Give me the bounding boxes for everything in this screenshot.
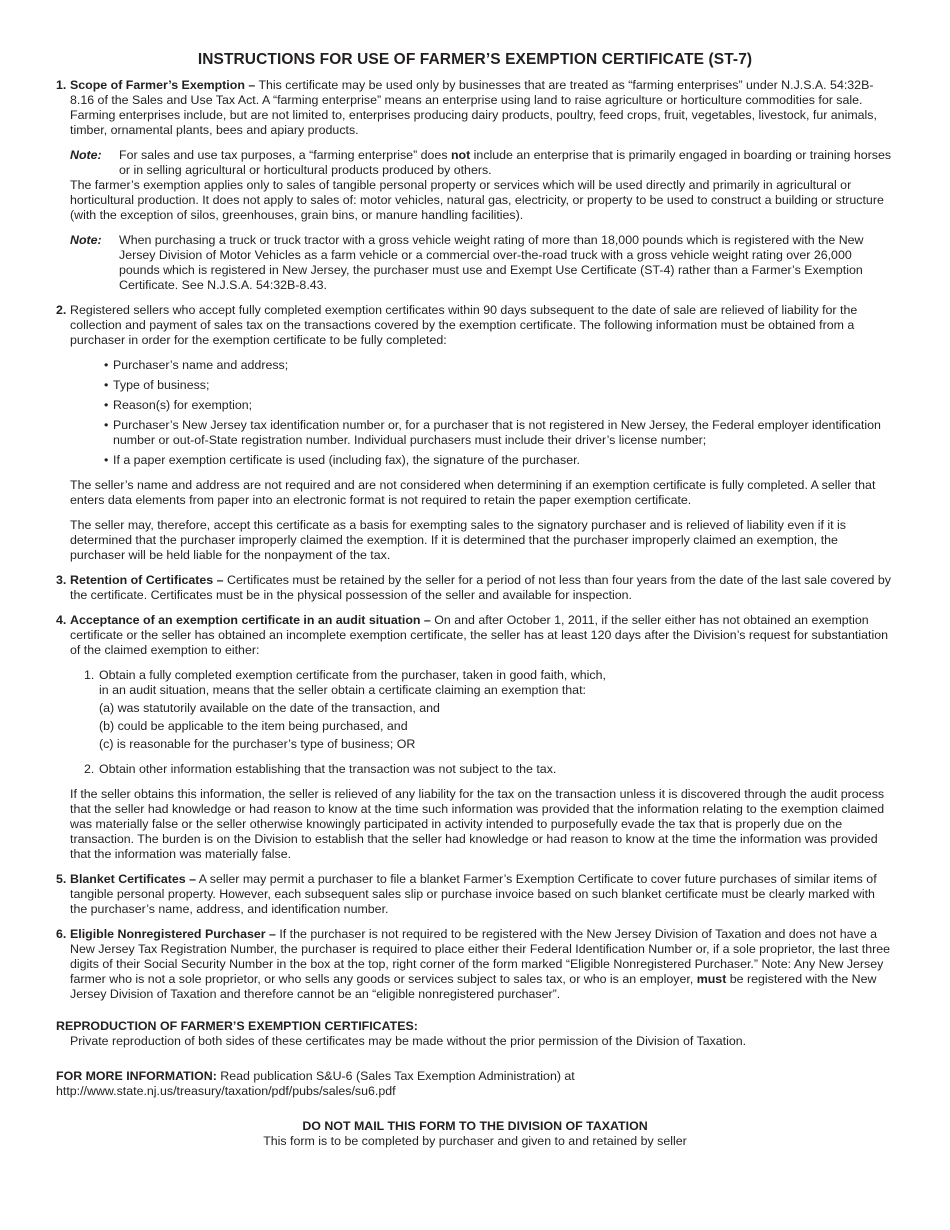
item-body: This certificate may be used only by businesses that are treated as “farming enterprises” under N.J.S.A. 54:32B-8.16 of the Sales and Use Tax Act. A “farming enterprise” means an enterprise using land to raise agriculture or horticulture commodities for sale. Farming enterprises include, but are not limited to, enterprises producing dairy products, poultry, feed crops, fruit, vegetables, livestock, fur animals, timber, ornamental plants, bees and apiary products.: [70, 78, 877, 137]
item-nonregistered: [56, 927, 894, 1002]
note-farming-enterprise: [56, 148, 894, 178]
note-text-bold: not: [450, 148, 471, 162]
section-text: Read publication S&U-6 (Sales Tax Exemption Administration) at: [216, 1069, 575, 1083]
item-number: 4.: [56, 613, 67, 627]
item-audit: [56, 613, 894, 862]
list-item: • If a paper exemption certificate is used (including fax), the signature of the purchaser.: [104, 453, 894, 468]
audit-option-1: [84, 668, 894, 752]
item-heading: Blanket Certificates –: [70, 872, 197, 886]
criteria-item: (c) is reasonable for the purchaser’s type of business; OR: [99, 737, 416, 751]
note-truck: [56, 233, 894, 293]
item-body-post: be registered with the New Jersey Division of Taxation and therefore cannot be an “eligible nonregistered purchaser”.: [70, 972, 877, 1001]
audit-relief-paragraph: If the seller obtains this information, the seller is relieved of any liability for the tax on the transaction unless it is discovered through the audit process that the seller had knowledge or had reason to know at the time such information was provided that the information relating to the exemption claimed was materially false or the seller otherwise knowingly participated in activity intended to purposefully evade the tax that is properly due on the transaction. The burden is on the Division to establish that the seller had knowledge or had reason to know at the time the information was provided that the information was materially false.: [70, 787, 885, 861]
item-body: Certificates must be retained by the seller for a period of not less than four years from the date of the last sale covered by the certificate. Certificates must be in the physical possession of the seller and available for inspection.: [70, 573, 891, 602]
item-body-bold: must: [696, 972, 727, 986]
required-info-list: [70, 358, 894, 468]
item-retention-text: [70, 573, 894, 603]
item-heading: Eligible Nonregistered Purchaser –: [70, 927, 276, 941]
do-not-mail-notice: DO NOT MAIL THIS FORM TO THE DIVISION OF TAXATION: [302, 1119, 648, 1133]
footer: [56, 1119, 894, 1149]
list-item: • Purchaser’s New Jersey tax identification number or, for a purchaser that is not registered in New Jersey, the Federal employer identification number or out-of-State registration number. Individual purchasers must include their driver’s license number;: [104, 418, 894, 448]
seller-name-paragraph: The seller’s name and address are not required and are not considered when determining if an exemption certificate is fully completed. A seller that enters data elements from paper into an electronic format is not required to retain the paper exemption certificate.: [70, 478, 876, 507]
item-blanket: [56, 872, 894, 917]
criteria-item: (a) was statutorily available on the date of the transaction, and: [99, 701, 440, 715]
option-number: 1.: [84, 668, 95, 682]
item-scope-text: [70, 78, 894, 138]
item-blanket-text: [70, 872, 894, 917]
note-text: When purchasing a truck or truck tractor with a gross vehicle weight rating of more than 18,000 pounds which is registered with the New Jersey Division of Motor Vehicles as a farm vehicle or a commercial over-the-road truck with a gross vehicle weight rating over 26,000 pounds which is registered in New Jersey, the purchaser must use and Exempt Use Certificate (ST-4) rather than a Farmer’s Exemption Certificate. See N.J.S.A. 54:32B-8.43.: [119, 233, 864, 292]
section-heading: FOR MORE INFORMATION:: [56, 1069, 217, 1083]
item-retention: [56, 573, 894, 603]
note-label: Note:: [70, 233, 102, 247]
list-item: • Reason(s) for exemption;: [104, 398, 894, 413]
reproduction-section: [56, 1019, 894, 1049]
more-info-section: [56, 1069, 894, 1099]
item-scope: [56, 78, 894, 293]
item-heading: Retention of Certificates –: [70, 573, 224, 587]
audit-options: [84, 668, 894, 777]
section-heading: REPRODUCTION OF FARMER’S EXEMPTION CERTIFICATES:: [56, 1019, 418, 1033]
audit-option-2: [84, 762, 894, 777]
item-audit-text: [70, 613, 894, 658]
more-info-line: [56, 1069, 894, 1084]
list-item: • Type of business;: [104, 378, 894, 393]
seller-liability-paragraph: The seller may, therefore, accept this certificate as a basis for exempting sales to the signatory purchaser and is relieved of liability even if it is determined that the purchaser improperly claimed the exemption. If it is determined that the purchaser improperly claimed an exemption, the purchaser will be held liable for the nonpayment of the tax.: [70, 518, 846, 562]
option-line: in an audit situation, means that the seller obtain a certificate claiming an exemption that:: [99, 683, 586, 697]
item-registered-sellers: [56, 303, 894, 563]
item-heading: Scope of Farmer’s Exemption –: [70, 78, 256, 92]
option-line: Obtain a fully completed exemption certificate from the purchaser, taken in good faith, which,: [99, 668, 606, 682]
item-body: On and after October 1, 2011, if the seller either has not obtained an exemption certificate or the seller has obtained an incomplete exemption certificate, the seller has at least 120 days after the Division’s request for substantiation of the claimed exemption to either:: [70, 613, 888, 657]
exemption-applies-paragraph: The farmer’s exemption applies only to sales of tangible personal property or services which will be used directly and primarily in agricultural or horticultural production. It does not apply to sales of: motor vehicles, natural gas, electricity, or property to be used to construct a building or structure (with the exception of silos, greenhouses, grain bins, or manure handling facilities).: [70, 178, 884, 222]
item-number: 1.: [56, 78, 67, 92]
option-criteria: [99, 701, 894, 752]
item-number: 6.: [56, 927, 67, 941]
item-body: Registered sellers who accept fully completed exemption certificates within 90 days subsequent to the date of sale are relieved of liability for the collection and payment of sales tax on the transactions covered by the exemption certificate. The following information must be obtained from a purchaser in order for the exemption certificate to be fully completed:: [70, 303, 858, 347]
section-text: Private reproduction of both sides of these certificates may be made without the prior permission of the Division of Taxation.: [70, 1034, 747, 1048]
item-nonregistered-text: [70, 927, 894, 1002]
note-label: Note:: [70, 148, 102, 162]
item-number: 5.: [56, 872, 67, 886]
item-number: 2.: [56, 303, 67, 317]
item-body-pre: If the purchaser is not required to be registered with the New Jersey Division of Taxation and does not have a New Jersey Tax Registration Number, the purchaser is required to place either their Federal Identification Number or, if a sole proprietor, the last three digits of their Social Security Number in the box at the top, right corner of the form marked “Eligible Nonregistered Purchaser.” Note: Any New Jersey farmer who is not a sole proprietor, or who sells any goods or services subject to sales tax, or who is an employer,: [70, 927, 891, 986]
criteria-item: (b) could be applicable to the item being purchased, and: [99, 719, 408, 733]
option-number: 2.: [84, 762, 95, 776]
note-text-pre: For sales and use tax purposes, a “farming enterprise” does: [119, 148, 451, 162]
instructions-page: [56, 52, 894, 1149]
publication-url[interactable]: http://www.state.nj.us/treasury/taxation/pdf/pubs/sales/su6.pdf: [56, 1084, 396, 1098]
item-body: A seller may permit a purchaser to file a blanket Farmer’s Exemption Certificate to cover future purchases of similar items of tangible personal property. However, each subsequent sales slip or purchase invoice based on such blanket certificate must be clearly marked with the purchaser’s name, address, and identification number.: [70, 872, 877, 916]
option-line: Obtain other information establishing that the transaction was not subject to the tax.: [99, 762, 557, 776]
list-item: • Purchaser’s name and address;: [104, 358, 894, 373]
page-title: INSTRUCTIONS FOR USE OF FARMER’S EXEMPTION CERTIFICATE (ST-7): [197, 51, 753, 68]
item-number: 3.: [56, 573, 67, 587]
item-heading: Acceptance of an exemption certificate in an audit situation –: [70, 613, 431, 627]
note-text-post: include an enterprise that is primarily engaged in boarding or training horses or in selling agricultural or horticultural products produced by others.: [119, 148, 892, 177]
completion-notice: This form is to be completed by purchaser and given to and retained by seller: [263, 1134, 687, 1148]
